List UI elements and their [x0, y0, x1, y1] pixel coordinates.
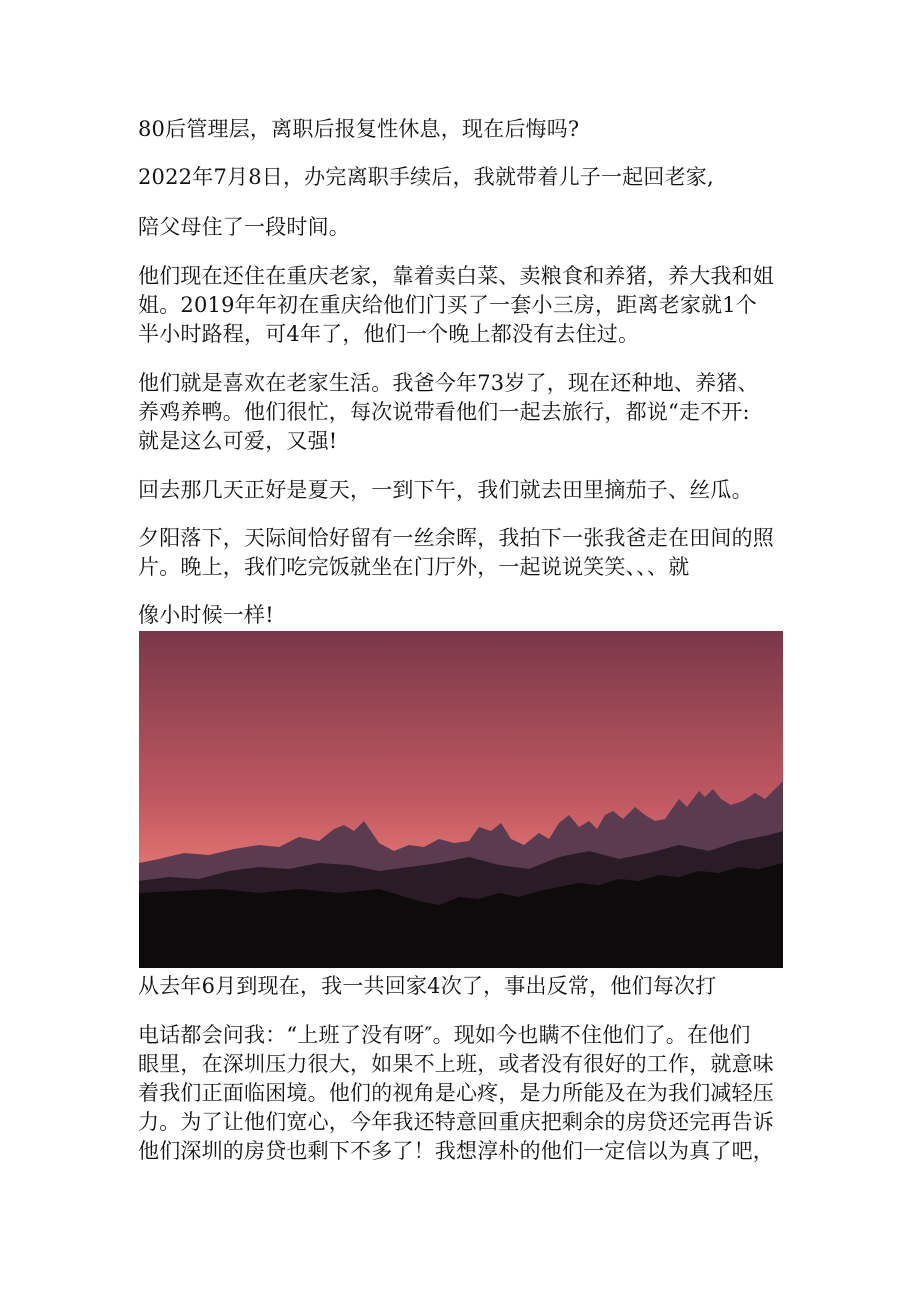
- paragraph-line: 像小时候一样!: [138, 603, 274, 627]
- paragraph-line: 2022年7月8日，办完离职手续后，我就带着儿子一起回老家,: [138, 165, 714, 189]
- paragraph-line: 养鸡养鸭。他们很忙，每次说带看他们一起去旅行，都说“走不开:: [138, 400, 750, 424]
- paragraph-line: 眼里，在深圳压力很大，如果不上班，或者没有很好的工作，就意味: [138, 1052, 774, 1076]
- paragraph-line: 力。为了让他们宽心，今年我还特意回重庆把剩余的房贷还完再告诉: [138, 1110, 774, 1134]
- paragraph-line: 从去年6月到现在，我一共回家4次了，事出反常，他们每次打: [138, 974, 717, 998]
- paragraph-line: 他们就是喜欢在老家生活。我爸今年73岁了，现在还种地、养猪、: [138, 371, 759, 395]
- paragraph-line: 着我们正面临困境。他们的视角是心疼，是力所能及在为我们减轻压: [138, 1081, 774, 1105]
- paragraph-line: 半小时路程，可4年了，他们一个晚上都没有去住过。: [138, 322, 640, 346]
- paragraph-line: 陪父母住了一段时间。: [138, 215, 350, 239]
- paragraph-line: 他们深圳的房贷也剩下不多了！我想淳朴的他们一定信以为真了吧，: [138, 1139, 774, 1163]
- paragraph-line: 回去那几天正好是夏天，一到下午，我们就去田里摘茄子、丝瓜。: [138, 478, 753, 502]
- paragraph-line: 电话都会问我：“上班了没有呀″。现如今也瞒不住他们了。在他们: [138, 1023, 751, 1047]
- paragraph-line: 夕阳落下，天际间恰好留有一丝余晖，我拍下一张我爸走在田间的照: [138, 526, 774, 550]
- paragraph-line: 片。晚上，我们吃完饭就坐在门厅外，一起说说笑笑、、、就: [138, 555, 690, 579]
- paragraph-line: 就是这么可爱，又强!: [138, 429, 338, 453]
- paragraph-line: 姐。2019年年初在重庆给他们门买了一套小三房，距离老家就1个: [138, 293, 758, 317]
- paragraph-line: 他们现在还住在重庆老家，靠着卖白菜、卖粮食和养猪，养大我和姐: [138, 264, 774, 288]
- document-title: 80后管理层，离职后报复性休息，现在后悔吗?: [138, 117, 580, 141]
- sunset-mountain-photo: [139, 631, 783, 968]
